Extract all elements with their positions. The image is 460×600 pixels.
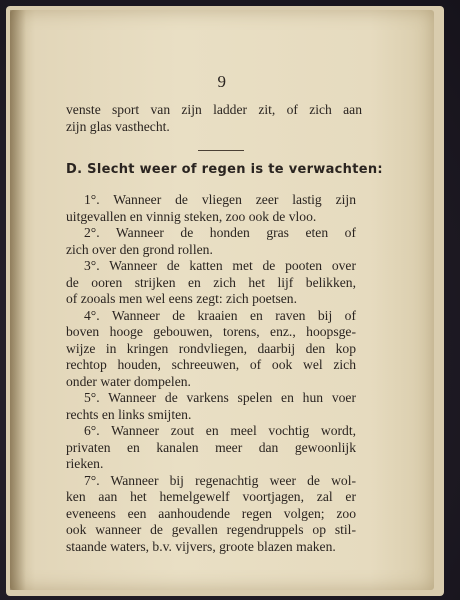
intro-line: venste sport van zijn ladder zit, of zich aan bbox=[66, 102, 362, 117]
list-item-line: wijze in kringen rondvliegen, daarbij den kop bbox=[66, 340, 356, 356]
list-item-line: boven hooge gebouwen, torens, enz., hoopsge- bbox=[66, 324, 356, 339]
list-item-first-line: 1°. Wanneer de vliegen zeer lastig zijn bbox=[84, 192, 356, 207]
list-item bbox=[66, 308, 356, 391]
list-item bbox=[66, 192, 356, 225]
section-divider bbox=[198, 150, 244, 151]
list-item-line: rechts en links smijten. bbox=[66, 406, 192, 422]
section-heading: D. Slecht weer of regen is te verwachten: bbox=[66, 162, 383, 177]
list-item-line: of zooals men wel eens zegt: zich poetsen. bbox=[66, 291, 298, 306]
list-item-line: uitgevallen en vinnig steken, zoo ook de vloo. bbox=[66, 208, 317, 224]
weather-signs-list bbox=[66, 192, 356, 555]
list-item-line: ken aan het hemelgewelf voortjagen, zal er bbox=[66, 489, 356, 504]
list-item-line: onder water dompelen. bbox=[66, 373, 191, 389]
list-item bbox=[66, 258, 356, 308]
list-item-line: staande waters, b.v. vijvers, groote blazen maken. bbox=[66, 538, 336, 554]
list-item bbox=[66, 390, 356, 423]
list-item-first-line: 3°. Wanneer de katten met de pooten over bbox=[84, 258, 356, 273]
list-item-first-line: 2°. Wanneer de honden gras eten of bbox=[84, 225, 356, 240]
list-item-line: de ooren strijken en zich het lijf belikken, bbox=[66, 274, 356, 290]
list-item-line: eveneens een aanhoudende regen volgen; zoo bbox=[66, 505, 356, 521]
book-page bbox=[10, 10, 434, 590]
list-item-first-line: 6°. Wanneer zout en meel vochtig wordt, bbox=[84, 423, 356, 438]
intro-paragraph bbox=[66, 102, 362, 135]
intro-line: zijn glas vasthecht. bbox=[66, 118, 170, 134]
list-item bbox=[66, 225, 356, 258]
page-number: 9 bbox=[217, 72, 227, 91]
list-item bbox=[66, 423, 356, 473]
list-item-line: ook wanneer de gevallen regendruppels op stil- bbox=[66, 522, 356, 537]
list-item-line: rieken. bbox=[66, 456, 104, 471]
page-gutter-shadow bbox=[10, 10, 26, 590]
list-item-line: rechtop houden, schreeuwen, of ook wel zich bbox=[66, 357, 356, 372]
list-item bbox=[66, 473, 356, 556]
list-item-first-line: 5°. Wanneer de varkens spelen en hun voer bbox=[84, 390, 356, 405]
list-item-line: privaten en kanalen meer dan gewoonlijk bbox=[66, 439, 356, 455]
list-item-first-line: 4°. Wanneer de kraaien en raven bij of bbox=[84, 307, 356, 323]
list-item-line: zich over den grond rollen. bbox=[66, 241, 213, 257]
list-item-first-line: 7°. Wanneer bij regenachtig weer de wol- bbox=[84, 472, 356, 488]
